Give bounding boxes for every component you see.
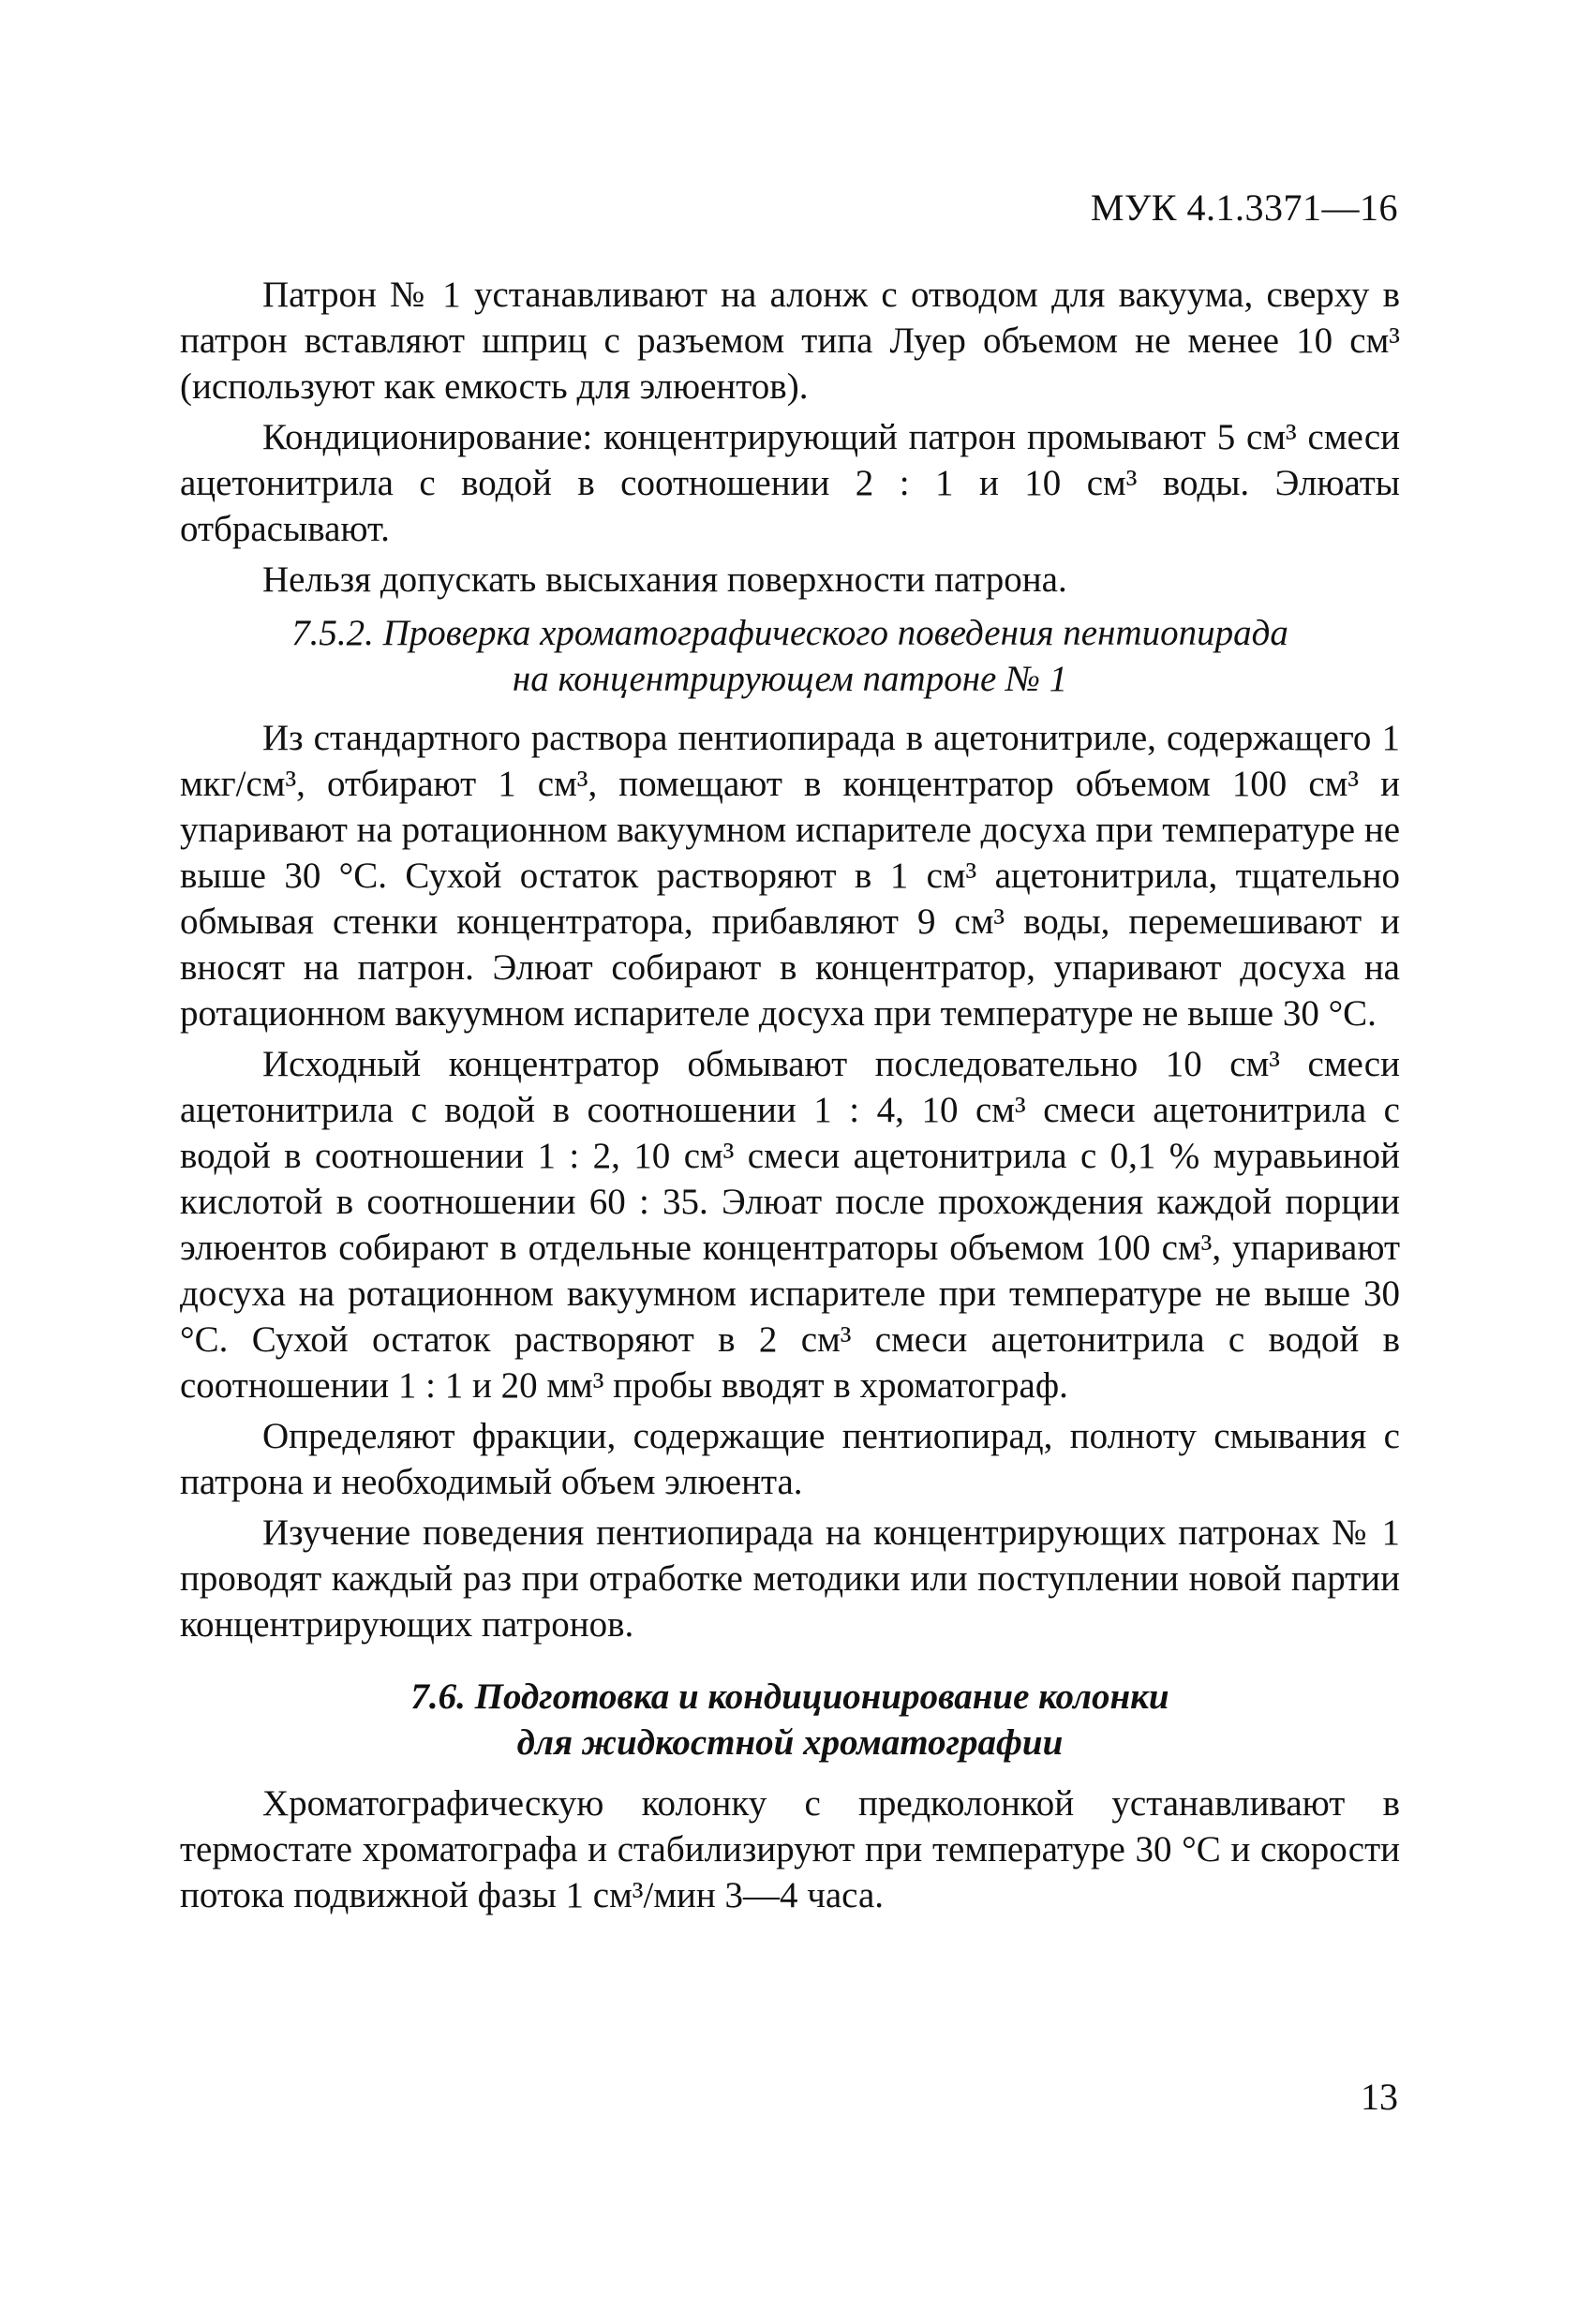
document-code: МУК 4.1.3371—16 xyxy=(1090,186,1398,229)
paragraph-standard-solution: Из стандартного раствора пентиопирада в ацетонитриле, содержащего 1 мкг/см³, отбирают 1 см³, помещают в концентратор объемом 100 см³ и упаривают на ротационном вакуумном испарителе досуха при температуре не выше 30 °С. Сухой остаток растворяют в 1 см³ ацетонитрила, тщательно обмывая стенки концентратора, прибавляют 9 см³ воды, перемешивают и вносят на патрон. Элюат собирают в концентратор, упаривают досуха на ротационном вакуумном испарителе досуха при температуре не выше 30 °С. xyxy=(180,718,1400,1034)
page-number: 13 xyxy=(1361,2076,1398,2118)
paragraph-column-setup: Хроматографическую колонку с предколонкой устанавливают в термостате хроматографа и стабилизируют при температуре 30 °С и скорости потока подвижной фазы 1 см³/мин 3—4 часа. xyxy=(180,1783,1400,1915)
subsection-heading-line-2: на концентрирующем патроне № 1 xyxy=(512,659,1068,699)
section-heading-line-1: 7.6. Подготовка и кондиционирование колонки xyxy=(410,1676,1169,1717)
paragraph-cartridge-setup: Патрон № 1 устанавливают на алонж с отводом для вакуума, сверху в патрон вставляют шприц с разъемом типа Луер объемом не менее 10 см³ (используют как емкость для элюентов). xyxy=(180,275,1400,407)
paragraph-drying-warning: Нельзя допускать высыхания поверхности патрона. xyxy=(262,559,1067,600)
paragraph-fraction-determination: Определяют фракции, содержащие пентиопирад, полноту смывания с патрона и необходимый объем элюента. xyxy=(180,1416,1400,1502)
paragraph-conditioning: Кондиционирование: концентрирующий патрон промывают 5 см³ смеси ацетонитрила с водой в соотношении 2 : 1 и 10 см³ воды. Элюаты отбрасывают. xyxy=(180,417,1400,549)
section-heading-line-2: для жидкостной хроматографии xyxy=(516,1722,1064,1763)
subsection-heading-7-5-2 xyxy=(180,610,1400,702)
paragraph-behavior-study: Изучение поведения пентиопирада на концентрирующих патронах № 1 проводят каждый раз при отработке методики или поступлении новой партии концентрирующих патронов. xyxy=(180,1512,1400,1645)
section-heading-7-6 xyxy=(180,1674,1400,1765)
page-content xyxy=(180,272,1400,1923)
paragraph-elution-sequence: Исходный концентратор обмывают последовательно 10 см³ смеси ацетонитрила с водой в соотношении 1 : 4, 10 см³ смеси ацетонитрила с водой в соотношении 1 : 2, 10 см³ смеси ацетонитрила с 0,1 % муравьиной кислотой в соотношении 60 : 35. Элюат после прохождения каждой порции элюентов собирают в отдельные концентраторы объемом 100 см³, упаривают досуха на ротационном вакуумном испарителе при температуре не выше 30 °С. Сухой остаток растворяют в 2 см³ смеси ацетонитрила с водой в соотношении 1 : 1 и 20 мм³ пробы вводят в хроматограф. xyxy=(180,1044,1400,1406)
subsection-heading-line-1: 7.5.2. Проверка хроматографического поведения пентиопирада xyxy=(291,613,1288,653)
